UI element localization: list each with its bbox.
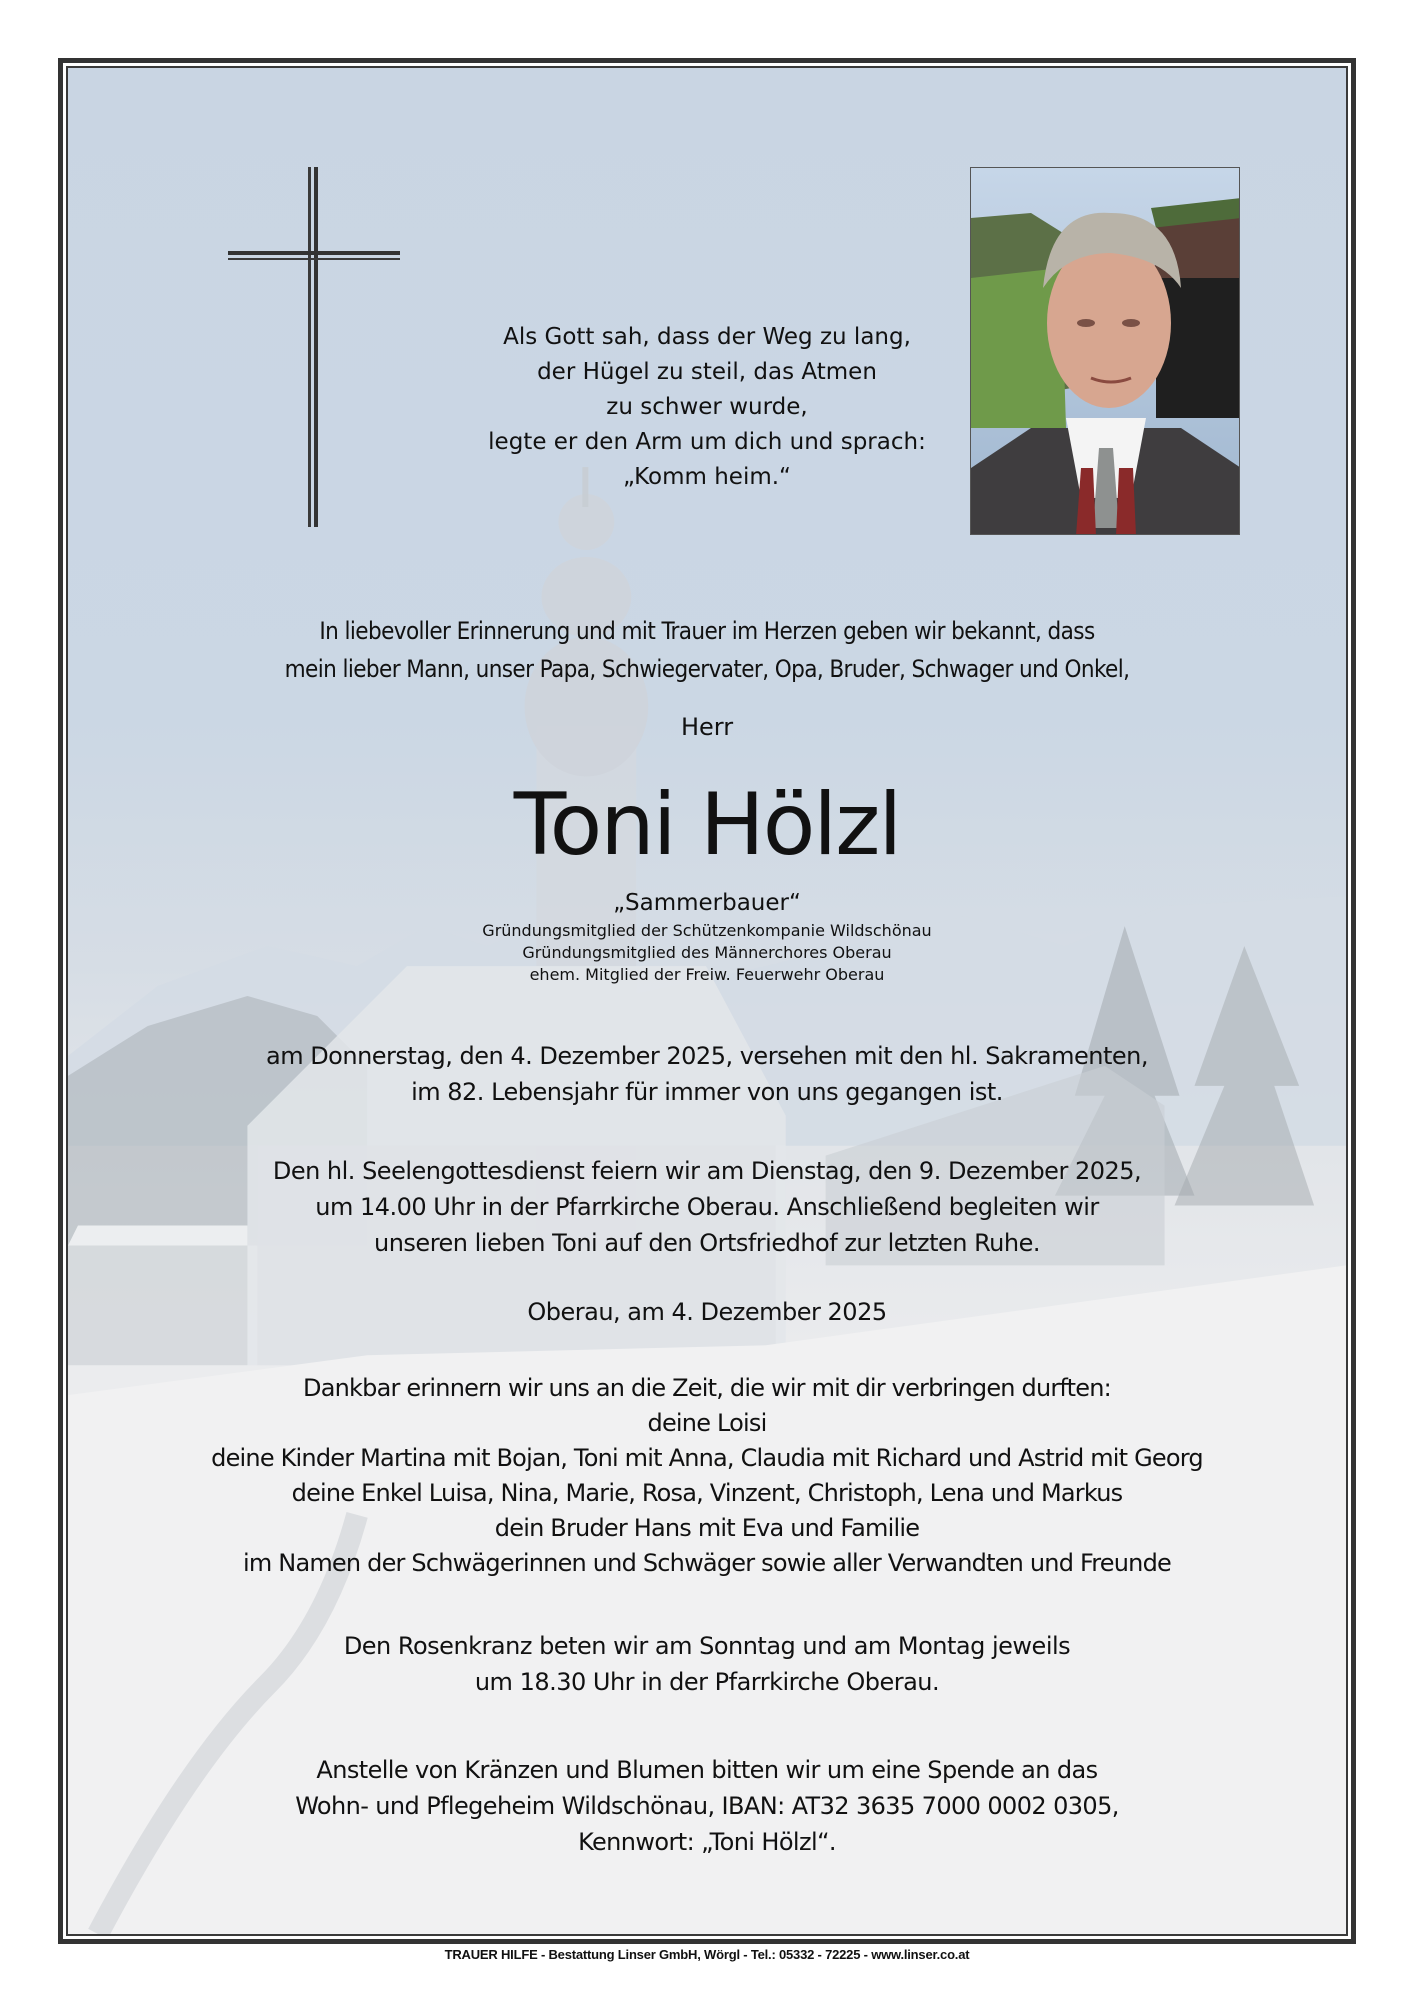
deceased-nickname: „Sammerbauer“	[613, 890, 801, 916]
death-line: am Donnerstag, den 4. Dezember 2025, versehen mit den hl. Sakramenten,	[265, 1042, 1148, 1070]
donation-request	[66, 1752, 1348, 1860]
membership-line: Gründungsmitglied des Männerchores Oberau	[522, 943, 892, 962]
donation-line: Wohn- und Pflegeheim Wildschönau, IBAN: AT32 3635 7000 0002 0305,	[295, 1792, 1119, 1820]
poem-line: der Hügel zu steil, das Atmen	[537, 359, 877, 385]
salutation: Herr	[680, 713, 734, 741]
membership-line: Gründungsmitglied der Schützenkompanie Wildschönau	[482, 921, 932, 940]
membership-line: ehem. Mitglied der Freiw. Feuerwehr Oberau	[529, 965, 885, 984]
service-line: Den hl. Seelengottesdienst feiern wir am Dienstag, den 9. Dezember 2025,	[272, 1157, 1142, 1185]
service-line: um 14.00 Uhr in der Pfarrkirche Oberau. Anschließend begleiten wir	[315, 1193, 1099, 1221]
funeral-home-footer: TRAUER HILFE - Bestattung Linser GmbH, Wörgl - Tel.: 05332 - 72225 - www.linser.co.at	[444, 1947, 970, 1962]
rosary-line: Den Rosenkranz beten wir am Sonntag und am Montag jeweils	[343, 1632, 1071, 1660]
place-and-date: Oberau, am 4. Dezember 2025	[527, 1298, 887, 1326]
poem-line: Als Gott sah, dass der Weg zu lang,	[503, 324, 911, 350]
poem-line: zu schwer wurde,	[606, 394, 808, 420]
funeral-service	[66, 1153, 1348, 1261]
deceased-name: Toni Hölzl	[513, 775, 901, 875]
donation-line: Kennwort: „Toni Hölzl“.	[578, 1828, 836, 1856]
announcement-intro	[66, 612, 1348, 688]
donation-line: Anstelle von Kränzen und Blumen bitten wir um eine Spende an das	[316, 1756, 1098, 1784]
family-line: dein Bruder Hans mit Eva und Familie	[494, 1514, 920, 1542]
family-line: deine Kinder Martina mit Bojan, Toni mit Anna, Claudia mit Richard und Astrid mit Georg	[211, 1444, 1203, 1472]
family-line: im Namen der Schwägerinnen und Schwäger sowie aller Verwandten und Freunde	[243, 1549, 1171, 1577]
intro-line: In liebevoller Erinnerung und mit Trauer im Herzen geben wir bekannt, dass	[319, 617, 1095, 645]
poem-line: legte er den Arm um dich und sprach:	[488, 429, 926, 455]
rosary-line: um 18.30 Uhr in der Pfarrkirche Oberau.	[474, 1668, 940, 1696]
rosary-notice	[66, 1628, 1348, 1700]
family-line: deine Enkel Luisa, Nina, Marie, Rosa, Vinzent, Christoph, Lena und Markus	[291, 1479, 1123, 1507]
service-line: unseren lieben Toni auf den Ortsfriedhof zur letzten Ruhe.	[374, 1229, 1040, 1257]
memberships	[66, 920, 1348, 986]
poem-line: „Komm heim.“	[623, 464, 791, 490]
intro-line: mein lieber Mann, unser Papa, Schwiegervater, Opa, Bruder, Schwager und Onkel,	[284, 655, 1130, 683]
death-line: im 82. Lebensjahr für immer von uns gegangen ist.	[411, 1078, 1003, 1106]
family-mourners	[66, 1371, 1348, 1581]
poem	[66, 320, 1348, 495]
death-notice	[66, 1038, 1348, 1110]
family-line: deine Loisi	[647, 1409, 767, 1437]
family-line: Dankbar erinnern wir uns an die Zeit, die wir mit dir verbringen durften:	[303, 1374, 1111, 1402]
